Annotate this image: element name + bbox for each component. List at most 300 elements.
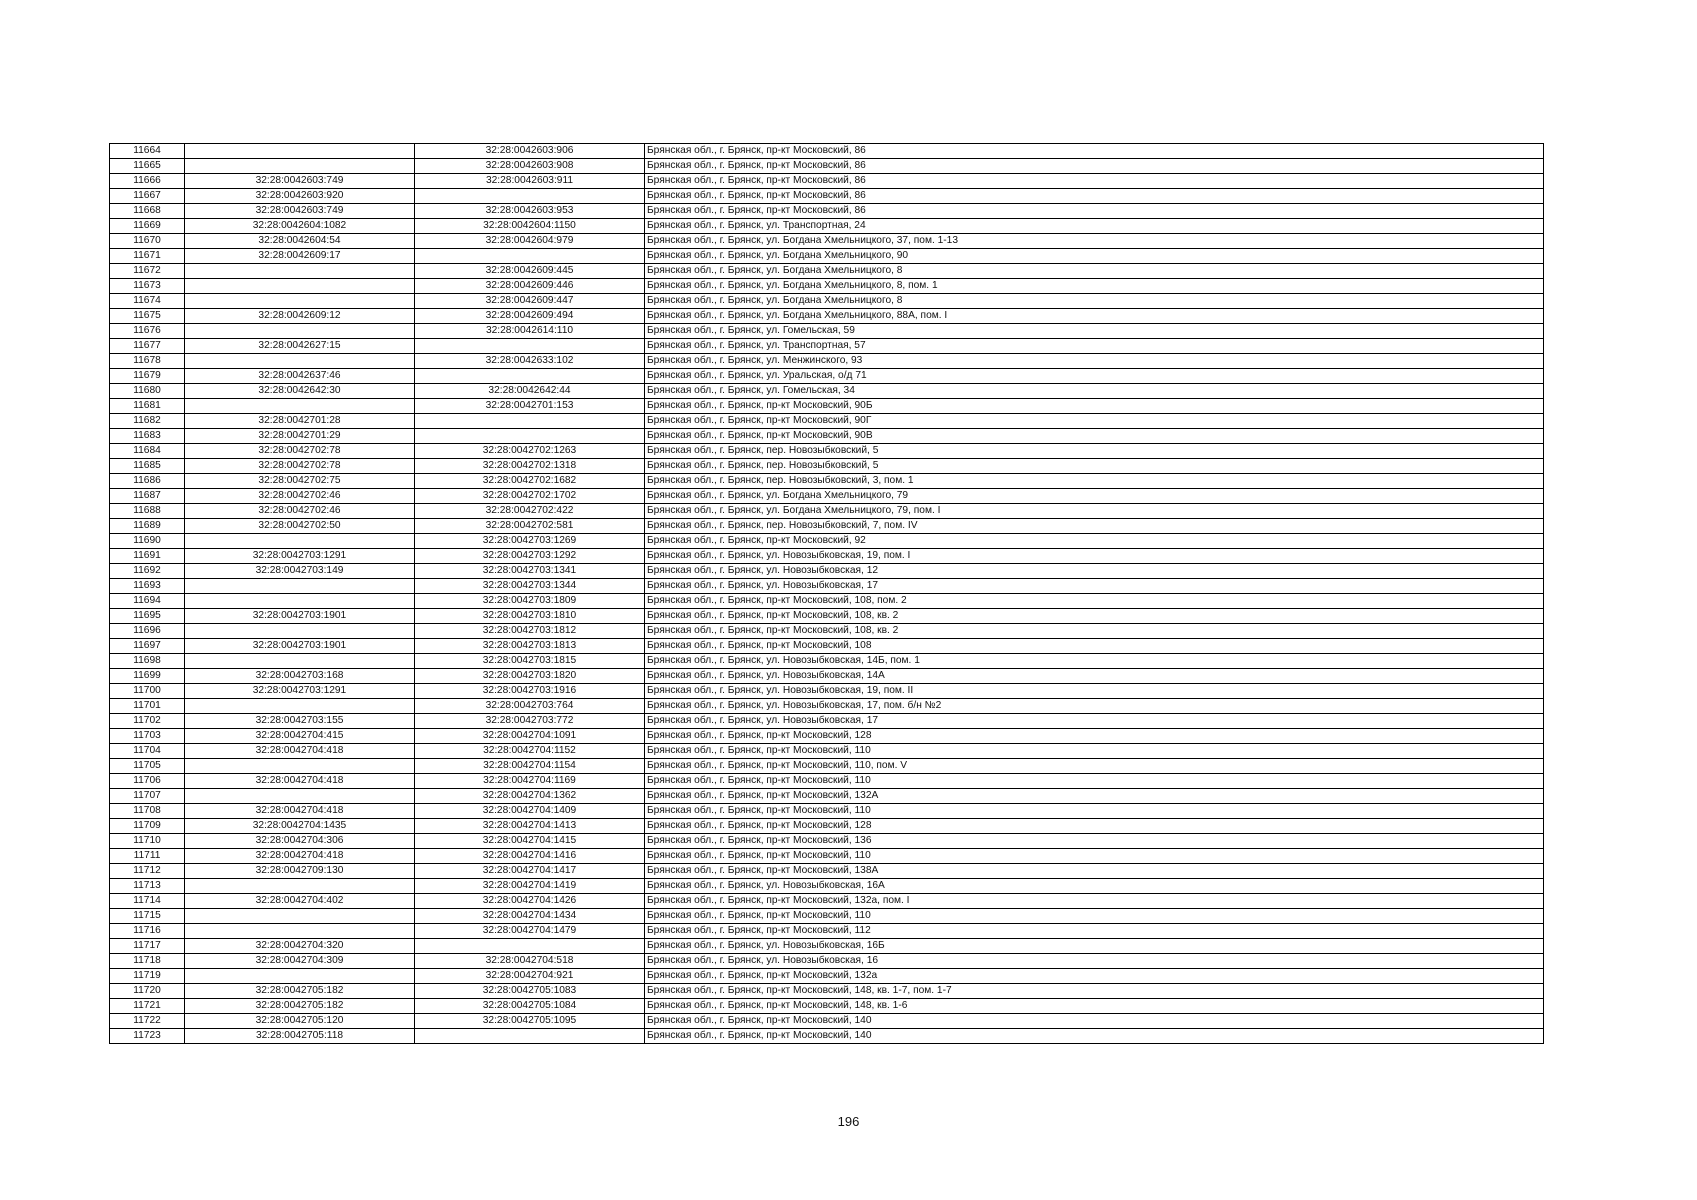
row-number-cell: 11700 — [110, 684, 185, 699]
table-row — [110, 369, 1544, 384]
address-cell: Брянская обл., г. Брянск, пер. Новозыбковский, 7, пом. IV — [645, 519, 1544, 534]
row-number-cell: 11666 — [110, 174, 185, 189]
row-number-cell: 11708 — [110, 804, 185, 819]
object-cadastral-number-cell: 32:28:0042603:911 — [415, 174, 645, 189]
address-cell: Брянская обл., г. Брянск, пр-кт Московский, 110, пом. V — [645, 759, 1544, 774]
land-cadastral-number-cell: 32:28:0042702:50 — [185, 519, 415, 534]
row-number-cell: 11719 — [110, 969, 185, 984]
land-cadastral-number-cell: 32:28:0042609:12 — [185, 309, 415, 324]
land-cadastral-number-cell — [185, 624, 415, 639]
table-row — [110, 504, 1544, 519]
table-row — [110, 549, 1544, 564]
table-row — [110, 399, 1544, 414]
object-cadastral-number-cell: 32:28:0042704:1426 — [415, 894, 645, 909]
table-row — [110, 954, 1544, 969]
land-cadastral-number-cell: 32:28:0042705:120 — [185, 1014, 415, 1029]
row-number-cell: 11683 — [110, 429, 185, 444]
row-number-cell: 11694 — [110, 594, 185, 609]
row-number-cell: 11679 — [110, 369, 185, 384]
row-number-cell: 11709 — [110, 819, 185, 834]
object-cadastral-number-cell: 32:28:0042704:1409 — [415, 804, 645, 819]
land-cadastral-number-cell: 32:28:0042703:1291 — [185, 549, 415, 564]
address-cell: Брянская обл., г. Брянск, пр-кт Московский, 110 — [645, 804, 1544, 819]
row-number-cell: 11672 — [110, 264, 185, 279]
table-row — [110, 1029, 1544, 1044]
table-row — [110, 309, 1544, 324]
page-number: 196 — [837, 1114, 860, 1129]
row-number-cell: 11664 — [110, 144, 185, 159]
table-row — [110, 354, 1544, 369]
row-number-cell: 11699 — [110, 669, 185, 684]
object-cadastral-number-cell: 32:28:0042633:102 — [415, 354, 645, 369]
row-number-cell: 11701 — [110, 699, 185, 714]
object-cadastral-number-cell: 32:28:0042703:1809 — [415, 594, 645, 609]
land-cadastral-number-cell — [185, 699, 415, 714]
row-number-cell: 11715 — [110, 909, 185, 924]
object-cadastral-number-cell: 32:28:0042702:1702 — [415, 489, 645, 504]
table-row — [110, 654, 1544, 669]
address-cell: Брянская обл., г. Брянск, пр-кт Московский, 110 — [645, 744, 1544, 759]
land-cadastral-number-cell — [185, 399, 415, 414]
row-number-cell: 11716 — [110, 924, 185, 939]
object-cadastral-number-cell: 32:28:0042703:1344 — [415, 579, 645, 594]
object-cadastral-number-cell — [415, 414, 645, 429]
table-row — [110, 219, 1544, 234]
table-row — [110, 444, 1544, 459]
row-number-cell: 11706 — [110, 774, 185, 789]
table-row — [110, 534, 1544, 549]
table-row — [110, 984, 1544, 999]
land-cadastral-number-cell — [185, 279, 415, 294]
row-number-cell: 11702 — [110, 714, 185, 729]
row-number-cell: 11665 — [110, 159, 185, 174]
land-cadastral-number-cell — [185, 654, 415, 669]
table-row — [110, 519, 1544, 534]
table-row — [110, 279, 1544, 294]
land-cadastral-number-cell: 32:28:0042702:78 — [185, 444, 415, 459]
object-cadastral-number-cell: 32:28:0042609:446 — [415, 279, 645, 294]
land-cadastral-number-cell: 32:28:0042637:46 — [185, 369, 415, 384]
table-row — [110, 834, 1544, 849]
object-cadastral-number-cell: 32:28:0042704:1362 — [415, 789, 645, 804]
table-row — [110, 159, 1544, 174]
row-number-cell: 11704 — [110, 744, 185, 759]
address-cell: Брянская обл., г. Брянск, ул. Богдана Хмельницкого, 90 — [645, 249, 1544, 264]
address-cell: Брянская обл., г. Брянск, пр-кт Московский, 112 — [645, 924, 1544, 939]
object-cadastral-number-cell: 32:28:0042704:1152 — [415, 744, 645, 759]
address-cell: Брянская обл., г. Брянск, пр-кт Московский, 92 — [645, 534, 1544, 549]
object-cadastral-number-cell: 32:28:0042704:1415 — [415, 834, 645, 849]
address-cell: Брянская обл., г. Брянск, пр-кт Московский, 86 — [645, 159, 1544, 174]
land-cadastral-number-cell: 32:28:0042603:749 — [185, 174, 415, 189]
address-cell: Брянская обл., г. Брянск, пр-кт Московский, 108, кв. 2 — [645, 609, 1544, 624]
row-number-cell: 11690 — [110, 534, 185, 549]
address-cell: Брянская обл., г. Брянск, пр-кт Московский, 128 — [645, 819, 1544, 834]
row-number-cell: 11714 — [110, 894, 185, 909]
address-cell: Брянская обл., г. Брянск, пр-кт Московский, 138А — [645, 864, 1544, 879]
address-cell: Брянская обл., г. Брянск, пр-кт Московский, 108 — [645, 639, 1544, 654]
row-number-cell: 11670 — [110, 234, 185, 249]
registry-table-body — [110, 144, 1544, 1044]
object-cadastral-number-cell — [415, 429, 645, 444]
address-cell: Брянская обл., г. Брянск, ул. Гомельская, 59 — [645, 324, 1544, 339]
object-cadastral-number-cell: 32:28:0042703:1820 — [415, 669, 645, 684]
address-cell: Брянская обл., г. Брянск, ул. Богдана Хмельницкого, 88А, пом. I — [645, 309, 1544, 324]
object-cadastral-number-cell: 32:28:0042702:581 — [415, 519, 645, 534]
land-cadastral-number-cell: 32:28:0042701:29 — [185, 429, 415, 444]
row-number-cell: 11707 — [110, 789, 185, 804]
row-number-cell: 11686 — [110, 474, 185, 489]
address-cell: Брянская обл., г. Брянск, пр-кт Московский, 90В — [645, 429, 1544, 444]
object-cadastral-number-cell: 32:28:0042704:1479 — [415, 924, 645, 939]
address-cell: Брянская обл., г. Брянск, пр-кт Московский, 132а — [645, 969, 1544, 984]
table-row — [110, 339, 1544, 354]
table-row — [110, 579, 1544, 594]
address-cell: Брянская обл., г. Брянск, ул. Новозыбковская, 12 — [645, 564, 1544, 579]
object-cadastral-number-cell — [415, 339, 645, 354]
object-cadastral-number-cell: 32:28:0042609:447 — [415, 294, 645, 309]
row-number-cell: 11713 — [110, 879, 185, 894]
object-cadastral-number-cell: 32:28:0042704:1417 — [415, 864, 645, 879]
object-cadastral-number-cell: 32:28:0042642:44 — [415, 384, 645, 399]
table-row — [110, 729, 1544, 744]
row-number-cell: 11718 — [110, 954, 185, 969]
object-cadastral-number-cell: 32:28:0042704:1154 — [415, 759, 645, 774]
address-cell: Брянская обл., г. Брянск, ул. Транспортная, 57 — [645, 339, 1544, 354]
row-number-cell: 11668 — [110, 204, 185, 219]
land-cadastral-number-cell — [185, 594, 415, 609]
table-row — [110, 864, 1544, 879]
address-cell: Брянская обл., г. Брянск, пр-кт Московский, 86 — [645, 204, 1544, 219]
object-cadastral-number-cell: 32:28:0042603:953 — [415, 204, 645, 219]
land-cadastral-number-cell: 32:28:0042627:15 — [185, 339, 415, 354]
table-row — [110, 639, 1544, 654]
row-number-cell: 11688 — [110, 504, 185, 519]
object-cadastral-number-cell: 32:28:0042705:1084 — [415, 999, 645, 1014]
address-cell: Брянская обл., г. Брянск, пр-кт Московский, 86 — [645, 144, 1544, 159]
land-cadastral-number-cell — [185, 789, 415, 804]
row-number-cell: 11677 — [110, 339, 185, 354]
land-cadastral-number-cell: 32:28:0042703:1901 — [185, 609, 415, 624]
table-row — [110, 744, 1544, 759]
address-cell: Брянская обл., г. Брянск, ул. Богдана Хмельницкого, 8 — [645, 264, 1544, 279]
object-cadastral-number-cell: 32:28:0042703:1812 — [415, 624, 645, 639]
address-cell: Брянская обл., г. Брянск, ул. Новозыбковская, 14Б, пом. 1 — [645, 654, 1544, 669]
address-cell: Брянская обл., г. Брянск, ул. Богдана Хмельницкого, 8 — [645, 294, 1544, 309]
row-number-cell: 11673 — [110, 279, 185, 294]
row-number-cell: 11720 — [110, 984, 185, 999]
address-cell: Брянская обл., г. Брянск, пр-кт Московский, 110 — [645, 774, 1544, 789]
row-number-cell: 11693 — [110, 579, 185, 594]
address-cell: Брянская обл., г. Брянск, пр-кт Московский, 110 — [645, 909, 1544, 924]
address-cell: Брянская обл., г. Брянск, ул. Новозыбковская, 19, пом. II — [645, 684, 1544, 699]
land-cadastral-number-cell: 32:28:0042642:30 — [185, 384, 415, 399]
row-number-cell: 11684 — [110, 444, 185, 459]
table-row — [110, 699, 1544, 714]
land-cadastral-number-cell: 32:28:0042701:28 — [185, 414, 415, 429]
land-cadastral-number-cell — [185, 534, 415, 549]
land-cadastral-number-cell: 32:28:0042704:1435 — [185, 819, 415, 834]
land-cadastral-number-cell: 32:28:0042603:749 — [185, 204, 415, 219]
registry-table — [109, 143, 1544, 1044]
object-cadastral-number-cell: 32:28:0042704:1091 — [415, 729, 645, 744]
land-cadastral-number-cell: 32:28:0042604:54 — [185, 234, 415, 249]
address-cell: Брянская обл., г. Брянск, ул. Новозыбковская, 16 — [645, 954, 1544, 969]
address-cell: Брянская обл., г. Брянск, пр-кт Московский, 110 — [645, 849, 1544, 864]
table-row — [110, 879, 1544, 894]
table-row — [110, 174, 1544, 189]
object-cadastral-number-cell: 32:28:0042705:1083 — [415, 984, 645, 999]
land-cadastral-number-cell: 32:28:0042702:46 — [185, 504, 415, 519]
address-cell: Брянская обл., г. Брянск, ул. Новозыбковская, 16Б — [645, 939, 1544, 954]
address-cell: Брянская обл., г. Брянск, ул. Транспортная, 24 — [645, 219, 1544, 234]
object-cadastral-number-cell: 32:28:0042703:1810 — [415, 609, 645, 624]
land-cadastral-number-cell: 32:28:0042704:320 — [185, 939, 415, 954]
object-cadastral-number-cell: 32:28:0042604:979 — [415, 234, 645, 249]
land-cadastral-number-cell: 32:28:0042704:418 — [185, 849, 415, 864]
table-row — [110, 429, 1544, 444]
table-row — [110, 714, 1544, 729]
land-cadastral-number-cell: 32:28:0042703:149 — [185, 564, 415, 579]
table-row — [110, 594, 1544, 609]
address-cell: Брянская обл., г. Брянск, пр-кт Московский, 90Б — [645, 399, 1544, 414]
object-cadastral-number-cell: 32:28:0042703:764 — [415, 699, 645, 714]
land-cadastral-number-cell — [185, 354, 415, 369]
land-cadastral-number-cell: 32:28:0042703:168 — [185, 669, 415, 684]
address-cell: Брянская обл., г. Брянск, пр-кт Московский, 140 — [645, 1029, 1544, 1044]
address-cell: Брянская обл., г. Брянск, пр-кт Московский, 108, кв. 2 — [645, 624, 1544, 639]
address-cell: Брянская обл., г. Брянск, пер. Новозыбковский, 3, пом. 1 — [645, 474, 1544, 489]
address-cell: Брянская обл., г. Брянск, ул. Богдана Хмельницкого, 79, пом. I — [645, 504, 1544, 519]
land-cadastral-number-cell — [185, 579, 415, 594]
land-cadastral-number-cell: 32:28:0042704:418 — [185, 774, 415, 789]
object-cadastral-number-cell: 32:28:0042702:422 — [415, 504, 645, 519]
address-cell: Брянская обл., г. Брянск, ул. Новозыбковская, 19, пом. I — [645, 549, 1544, 564]
row-number-cell: 11691 — [110, 549, 185, 564]
row-number-cell: 11674 — [110, 294, 185, 309]
table-row — [110, 474, 1544, 489]
address-cell: Брянская обл., г. Брянск, ул. Новозыбковская, 17, пом. б/н №2 — [645, 699, 1544, 714]
land-cadastral-number-cell: 32:28:0042703:1901 — [185, 639, 415, 654]
address-cell: Брянская обл., г. Брянск, пр-кт Московский, 90Г — [645, 414, 1544, 429]
address-cell: Брянская обл., г. Брянск, пр-кт Московский, 108, пом. 2 — [645, 594, 1544, 609]
address-cell: Брянская обл., г. Брянск, пр-кт Московский, 86 — [645, 174, 1544, 189]
table-row — [110, 624, 1544, 639]
table-row — [110, 789, 1544, 804]
land-cadastral-number-cell: 32:28:0042702:46 — [185, 489, 415, 504]
row-number-cell: 11689 — [110, 519, 185, 534]
land-cadastral-number-cell — [185, 264, 415, 279]
land-cadastral-number-cell: 32:28:0042702:78 — [185, 459, 415, 474]
address-cell: Брянская обл., г. Брянск, ул. Новозыбковская, 16А — [645, 879, 1544, 894]
table-row — [110, 204, 1544, 219]
row-number-cell: 11678 — [110, 354, 185, 369]
table-row — [110, 144, 1544, 159]
land-cadastral-number-cell: 32:28:0042704:415 — [185, 729, 415, 744]
object-cadastral-number-cell: 32:28:0042603:908 — [415, 159, 645, 174]
land-cadastral-number-cell — [185, 159, 415, 174]
land-cadastral-number-cell: 32:28:0042705:182 — [185, 984, 415, 999]
table-row — [110, 234, 1544, 249]
object-cadastral-number-cell: 32:28:0042703:1292 — [415, 549, 645, 564]
object-cadastral-number-cell: 32:28:0042702:1263 — [415, 444, 645, 459]
object-cadastral-number-cell: 32:28:0042703:1815 — [415, 654, 645, 669]
table-row — [110, 774, 1544, 789]
object-cadastral-number-cell: 32:28:0042702:1318 — [415, 459, 645, 474]
row-number-cell: 11712 — [110, 864, 185, 879]
land-cadastral-number-cell: 32:28:0042704:418 — [185, 804, 415, 819]
object-cadastral-number-cell: 32:28:0042704:1413 — [415, 819, 645, 834]
address-cell: Брянская обл., г. Брянск, ул. Гомельская, 34 — [645, 384, 1544, 399]
row-number-cell: 11723 — [110, 1029, 185, 1044]
land-cadastral-number-cell: 32:28:0042704:418 — [185, 744, 415, 759]
object-cadastral-number-cell: 32:28:0042603:906 — [415, 144, 645, 159]
land-cadastral-number-cell: 32:28:0042603:920 — [185, 189, 415, 204]
table-row — [110, 669, 1544, 684]
object-cadastral-number-cell: 32:28:0042703:1916 — [415, 684, 645, 699]
address-cell: Брянская обл., г. Брянск, пр-кт Московский, 128 — [645, 729, 1544, 744]
address-cell: Брянская обл., г. Брянск, пер. Новозыбковский, 5 — [645, 444, 1544, 459]
object-cadastral-number-cell: 32:28:0042703:1341 — [415, 564, 645, 579]
land-cadastral-number-cell — [185, 924, 415, 939]
row-number-cell: 11685 — [110, 459, 185, 474]
table-row — [110, 294, 1544, 309]
land-cadastral-number-cell: 32:28:0042704:306 — [185, 834, 415, 849]
object-cadastral-number-cell: 32:28:0042703:1813 — [415, 639, 645, 654]
address-cell: Брянская обл., г. Брянск, пр-кт Московский, 136 — [645, 834, 1544, 849]
address-cell: Брянская обл., г. Брянск, пр-кт Московский, 86 — [645, 189, 1544, 204]
table-row — [110, 609, 1544, 624]
row-number-cell: 11692 — [110, 564, 185, 579]
row-number-cell: 11680 — [110, 384, 185, 399]
land-cadastral-number-cell — [185, 294, 415, 309]
row-number-cell: 11681 — [110, 399, 185, 414]
table-row — [110, 459, 1544, 474]
land-cadastral-number-cell: 32:28:0042705:118 — [185, 1029, 415, 1044]
address-cell: Брянская обл., г. Брянск, пер. Новозыбковский, 5 — [645, 459, 1544, 474]
table-row — [110, 324, 1544, 339]
land-cadastral-number-cell — [185, 879, 415, 894]
address-cell: Брянская обл., г. Брянск, ул. Богдана Хмельницкого, 79 — [645, 489, 1544, 504]
object-cadastral-number-cell: 32:28:0042614:110 — [415, 324, 645, 339]
row-number-cell: 11711 — [110, 849, 185, 864]
object-cadastral-number-cell: 32:28:0042609:445 — [415, 264, 645, 279]
table-row — [110, 564, 1544, 579]
row-number-cell: 11697 — [110, 639, 185, 654]
object-cadastral-number-cell: 32:28:0042704:1434 — [415, 909, 645, 924]
object-cadastral-number-cell — [415, 1029, 645, 1044]
object-cadastral-number-cell: 32:28:0042704:1416 — [415, 849, 645, 864]
row-number-cell: 11667 — [110, 189, 185, 204]
land-cadastral-number-cell: 32:28:0042702:75 — [185, 474, 415, 489]
object-cadastral-number-cell: 32:28:0042702:1682 — [415, 474, 645, 489]
object-cadastral-number-cell: 32:28:0042703:1269 — [415, 534, 645, 549]
table-row — [110, 924, 1544, 939]
table-row — [110, 939, 1544, 954]
address-cell: Брянская обл., г. Брянск, ул. Богдана Хмельницкого, 8, пом. 1 — [645, 279, 1544, 294]
address-cell: Брянская обл., г. Брянск, пр-кт Московский, 132а, пом. I — [645, 894, 1544, 909]
table-row — [110, 189, 1544, 204]
land-cadastral-number-cell: 32:28:0042704:402 — [185, 894, 415, 909]
land-cadastral-number-cell — [185, 144, 415, 159]
object-cadastral-number-cell: 32:28:0042704:518 — [415, 954, 645, 969]
table-row — [110, 849, 1544, 864]
object-cadastral-number-cell — [415, 369, 645, 384]
object-cadastral-number-cell — [415, 249, 645, 264]
land-cadastral-number-cell: 32:28:0042704:309 — [185, 954, 415, 969]
row-number-cell: 11721 — [110, 999, 185, 1014]
address-cell: Брянская обл., г. Брянск, ул. Богдана Хмельницкого, 37, пом. 1-13 — [645, 234, 1544, 249]
row-number-cell: 11695 — [110, 609, 185, 624]
row-number-cell: 11676 — [110, 324, 185, 339]
row-number-cell: 11669 — [110, 219, 185, 234]
table-row — [110, 264, 1544, 279]
land-cadastral-number-cell — [185, 759, 415, 774]
table-row — [110, 1014, 1544, 1029]
land-cadastral-number-cell: 32:28:0042609:17 — [185, 249, 415, 264]
table-row — [110, 759, 1544, 774]
address-cell: Брянская обл., г. Брянск, пр-кт Московский, 148, кв. 1-6 — [645, 999, 1544, 1014]
address-cell: Брянская обл., г. Брянск, ул. Новозыбковская, 17 — [645, 714, 1544, 729]
land-cadastral-number-cell: 32:28:0042604:1082 — [185, 219, 415, 234]
table-row — [110, 894, 1544, 909]
land-cadastral-number-cell — [185, 324, 415, 339]
row-number-cell: 11682 — [110, 414, 185, 429]
address-cell: Брянская обл., г. Брянск, ул. Новозыбковская, 14А — [645, 669, 1544, 684]
land-cadastral-number-cell — [185, 969, 415, 984]
land-cadastral-number-cell — [185, 909, 415, 924]
address-cell: Брянская обл., г. Брянск, пр-кт Московский, 148, кв. 1-7, пом. 1-7 — [645, 984, 1544, 999]
row-number-cell: 11687 — [110, 489, 185, 504]
table-row — [110, 804, 1544, 819]
row-number-cell: 11705 — [110, 759, 185, 774]
table-row — [110, 249, 1544, 264]
row-number-cell: 11717 — [110, 939, 185, 954]
object-cadastral-number-cell — [415, 939, 645, 954]
object-cadastral-number-cell: 32:28:0042701:153 — [415, 399, 645, 414]
table-row — [110, 684, 1544, 699]
table-row — [110, 999, 1544, 1014]
table-row — [110, 969, 1544, 984]
table-row — [110, 414, 1544, 429]
object-cadastral-number-cell: 32:28:0042703:772 — [415, 714, 645, 729]
object-cadastral-number-cell: 32:28:0042609:494 — [415, 309, 645, 324]
address-cell: Брянская обл., г. Брянск, ул. Уральская, о/д 71 — [645, 369, 1544, 384]
row-number-cell: 11696 — [110, 624, 185, 639]
address-cell: Брянская обл., г. Брянск, ул. Менжинского, 93 — [645, 354, 1544, 369]
table-row — [110, 489, 1544, 504]
address-cell: Брянская обл., г. Брянск, пр-кт Московский, 132А — [645, 789, 1544, 804]
object-cadastral-number-cell: 32:28:0042704:1169 — [415, 774, 645, 789]
row-number-cell: 11703 — [110, 729, 185, 744]
table-row — [110, 384, 1544, 399]
object-cadastral-number-cell — [415, 189, 645, 204]
row-number-cell: 11722 — [110, 1014, 185, 1029]
land-cadastral-number-cell: 32:28:0042703:155 — [185, 714, 415, 729]
row-number-cell: 11710 — [110, 834, 185, 849]
row-number-cell: 11671 — [110, 249, 185, 264]
address-cell: Брянская обл., г. Брянск, пр-кт Московский, 140 — [645, 1014, 1544, 1029]
row-number-cell: 11698 — [110, 654, 185, 669]
object-cadastral-number-cell: 32:28:0042705:1095 — [415, 1014, 645, 1029]
object-cadastral-number-cell: 32:28:0042704:1419 — [415, 879, 645, 894]
land-cadastral-number-cell: 32:28:0042709:130 — [185, 864, 415, 879]
table-row — [110, 909, 1544, 924]
object-cadastral-number-cell: 32:28:0042704:921 — [415, 969, 645, 984]
land-cadastral-number-cell: 32:28:0042705:182 — [185, 999, 415, 1014]
table-row — [110, 819, 1544, 834]
land-cadastral-number-cell: 32:28:0042703:1291 — [185, 684, 415, 699]
